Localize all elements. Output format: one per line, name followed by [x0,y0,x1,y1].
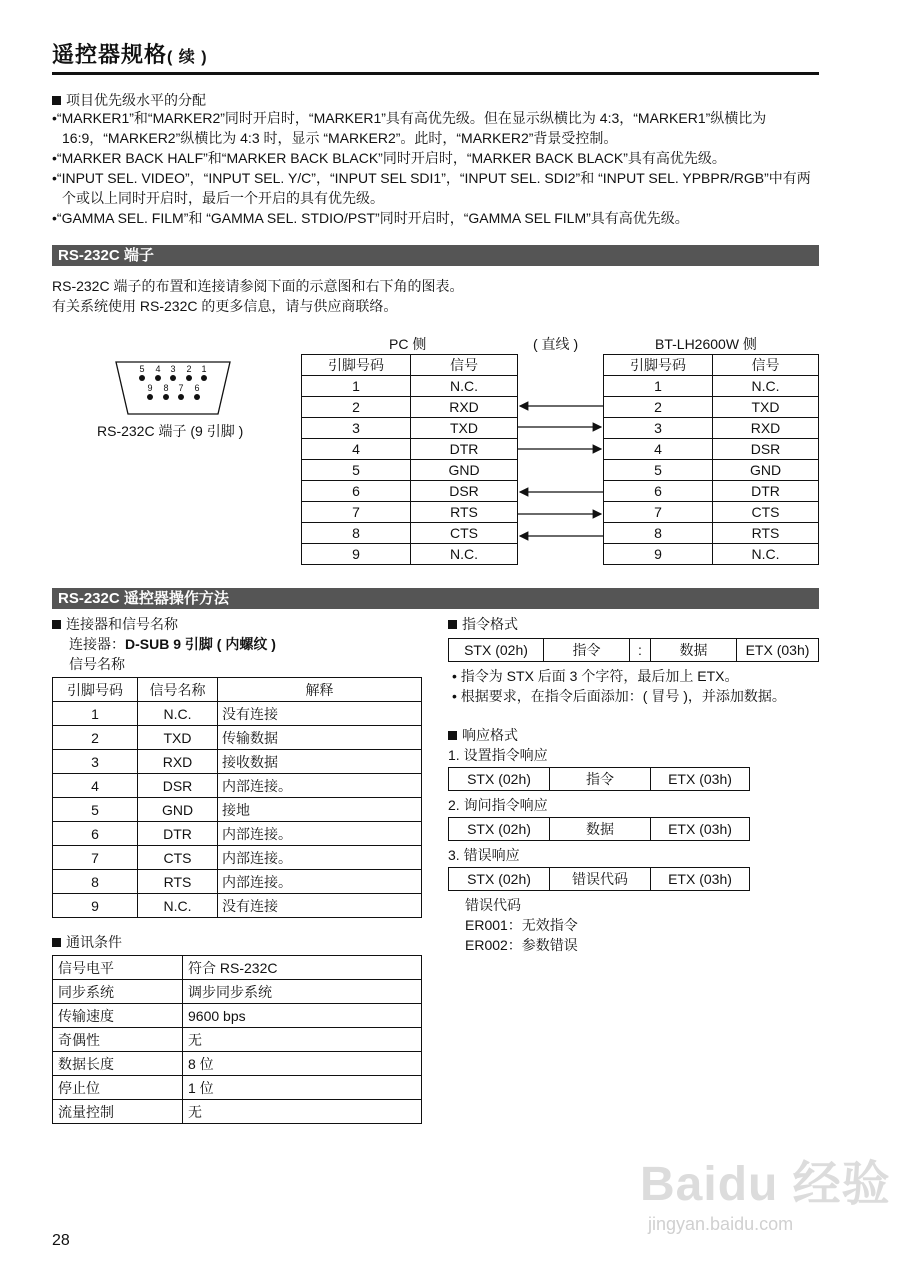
table-row: 5 GND 接地 [53,798,422,822]
watermark-url: jingyan.baidu.com [648,1214,794,1234]
col-header: 引脚号码 [604,355,713,376]
table-row: 传输速度 9600 bps [53,1004,422,1028]
list-item: • 指令为 STX 后面 3 个字符，最后加上 ETX。 [452,668,739,684]
pin-label: 8 [163,383,169,393]
connector-spec: 连接器：D-SUB 9 引脚 ( 内螺纹 ) [69,636,276,652]
table-row: 9 N.C. [302,544,518,565]
table-row: 8 CTS [302,523,518,544]
table-row: 7 CTS [604,502,819,523]
square-bullet-icon [52,96,61,105]
table-row: 1 N.C. [604,376,819,397]
resp-label: 2. 询问指令响应 [448,797,548,813]
table-row: 3 RXD 接收数据 [53,750,422,774]
pin-label: 1 [201,364,207,374]
table-row: 6 DTR [604,481,819,502]
pin-label: 5 [139,364,145,374]
intro-line: RS-232C 端子的布置和连接请参阅下面的示意图和右下角的图表。 [52,278,464,294]
page-title: 遥控器规格( 续 ) [52,42,208,67]
table-row: 8 RTS 内部连接。 [53,870,422,894]
list-item: •“INPUT SEL. VIDEO”，“INPUT SEL. Y/C”，“INPUT SEL SDI1”，“INPUT SEL. SDI2”和 “INPUT SEL. YPBPR/RGB”中有两个或以上同时开启时，最后一个开启的具有优先级。 [52,170,811,206]
list-item: •“MARKER BACK HALF”和“MARKER BACK BLACK”同时开启时，“MARKER BACK BLACK”具有高优先级。 [52,150,726,166]
col-header: 信号 [411,355,518,376]
cmd-notes [452,666,786,706]
table-row: STX (02h) 数据 ETX (03h) [449,818,750,841]
resp-format-table [448,867,750,891]
section-header-rs232-operation: RS-232C 遥控器操作方法 [52,588,819,609]
table-row: 7 CTS 内部连接。 [53,846,422,870]
table-row: 流量控制 无 [53,1100,422,1124]
device-pin-table [603,354,819,565]
table-row: STX (02h) 指令 ETX (03h) [449,768,750,791]
table-row: 5 GND [302,460,518,481]
table-row: 6 DTR 内部连接。 [53,822,422,846]
table-row: 1 N.C. 没有连接 [53,702,422,726]
pc-pin-table [301,354,518,565]
signal-name-label: 信号名称 [69,656,125,672]
table-row: STX (02h) 错误代码 ETX (03h) [449,868,750,891]
table-row: 5 GND [604,460,819,481]
list-item: ER001：无效指令 [465,917,578,933]
table-row: 6 DSR [302,481,518,502]
table-row: 3 RXD [604,418,819,439]
pin-label: 6 [194,383,200,393]
section-header-rs232-terminal: RS-232C 端子 [52,245,819,266]
col-header: 信号名称 [138,678,218,702]
pin-label: 9 [147,383,153,393]
table-row: 3 TXD [302,418,518,439]
table-row: 1 N.C. [302,376,518,397]
list-item: •“MARKER1”和“MARKER2”同时开启时，“MARKER1”具有高优先级。但在显示纵横比为 4:3，“MARKER1”纵横比为 16:9，“MARKER2”纵横比为 4:3 时，显示 “MARKER2”。此时，“MARKER2”背景受控制。 [52,110,767,146]
title-rule [52,72,819,75]
comm-heading: 通讯条件 [52,932,122,952]
table-row: 4 DSR [604,439,819,460]
error-codes [465,895,578,955]
watermark-logo: Baidu 经验 [640,1158,891,1211]
table-row: 2 RXD [302,397,518,418]
col-header: 解释 [218,678,422,702]
square-bullet-icon [52,620,61,629]
pin-label: 7 [178,383,184,393]
wiring-arrows [518,354,603,570]
table-row: 7 RTS [302,502,518,523]
col-header: 信号 [713,355,819,376]
signal-table [52,677,422,918]
connector-caption: RS-232C 端子 (9 引脚 ) [97,423,244,439]
resp-format-table [448,767,750,791]
table-row: 8 RTS [604,523,819,544]
priority-list [52,108,822,228]
table-row: 9 N.C. 没有连接 [53,894,422,918]
pc-side-label: PC 侧 [389,336,427,352]
connector-heading: 连接器和信号名称 [52,614,178,634]
list-item: ER002：参数错误 [465,937,578,953]
device-side-label: BT-LH2600W 侧 [655,336,757,352]
intro-line: 有关系统使用 RS-232C 的更多信息，请与供应商联络。 [52,298,398,314]
table-row: STX (02h) 指令 : 数据 ETX (03h) [449,639,819,662]
table-row: 4 DSR 内部连接。 [53,774,422,798]
pin-label: 2 [186,364,192,374]
pin-label: 3 [170,364,176,374]
resp-label: 3. 错误响应 [448,847,520,863]
resp-heading: 响应格式 [448,725,518,745]
table-row: 2 TXD 传输数据 [53,726,422,750]
page-number: 28 [52,1232,70,1249]
list-item: • 根据要求，在指令后面添加：( 冒号 )，并添加数据。 [452,688,786,704]
table-row: 2 TXD [604,397,819,418]
comm-table [52,955,422,1124]
cmd-heading: 指令格式 [448,614,518,634]
straight-label: ( 直线 ) [533,336,579,352]
table-row: 9 N.C. [604,544,819,565]
cmd-format-table [448,638,819,662]
table-row: 同步系统 调步同步系统 [53,980,422,1004]
col-header: 引脚号码 [53,678,138,702]
table-row: 停止位 1 位 [53,1076,422,1100]
dsub9-connector-icon [110,356,236,420]
pin-label: 4 [155,364,161,374]
priority-heading: 项目优先级水平的分配 [52,90,206,110]
table-row: 奇偶性 无 [53,1028,422,1052]
table-row: 信号电平 符合 RS-232C [53,956,422,980]
square-bullet-icon [448,620,457,629]
resp-label: 1. 设置指令响应 [448,747,548,763]
square-bullet-icon [448,731,457,740]
rs232-intro [52,276,463,316]
table-row: 4 DTR [302,439,518,460]
table-row: 数据长度 8 位 [53,1052,422,1076]
col-header: 引脚号码 [302,355,411,376]
resp-format-table [448,817,750,841]
square-bullet-icon [52,938,61,947]
list-item: •“GAMMA SEL. FILM”和 “GAMMA SEL. STDIO/PST”同时开启时，“GAMMA SEL FILM”具有高优先级。 [52,210,689,226]
error-code-label: 错误代码 [465,897,521,913]
